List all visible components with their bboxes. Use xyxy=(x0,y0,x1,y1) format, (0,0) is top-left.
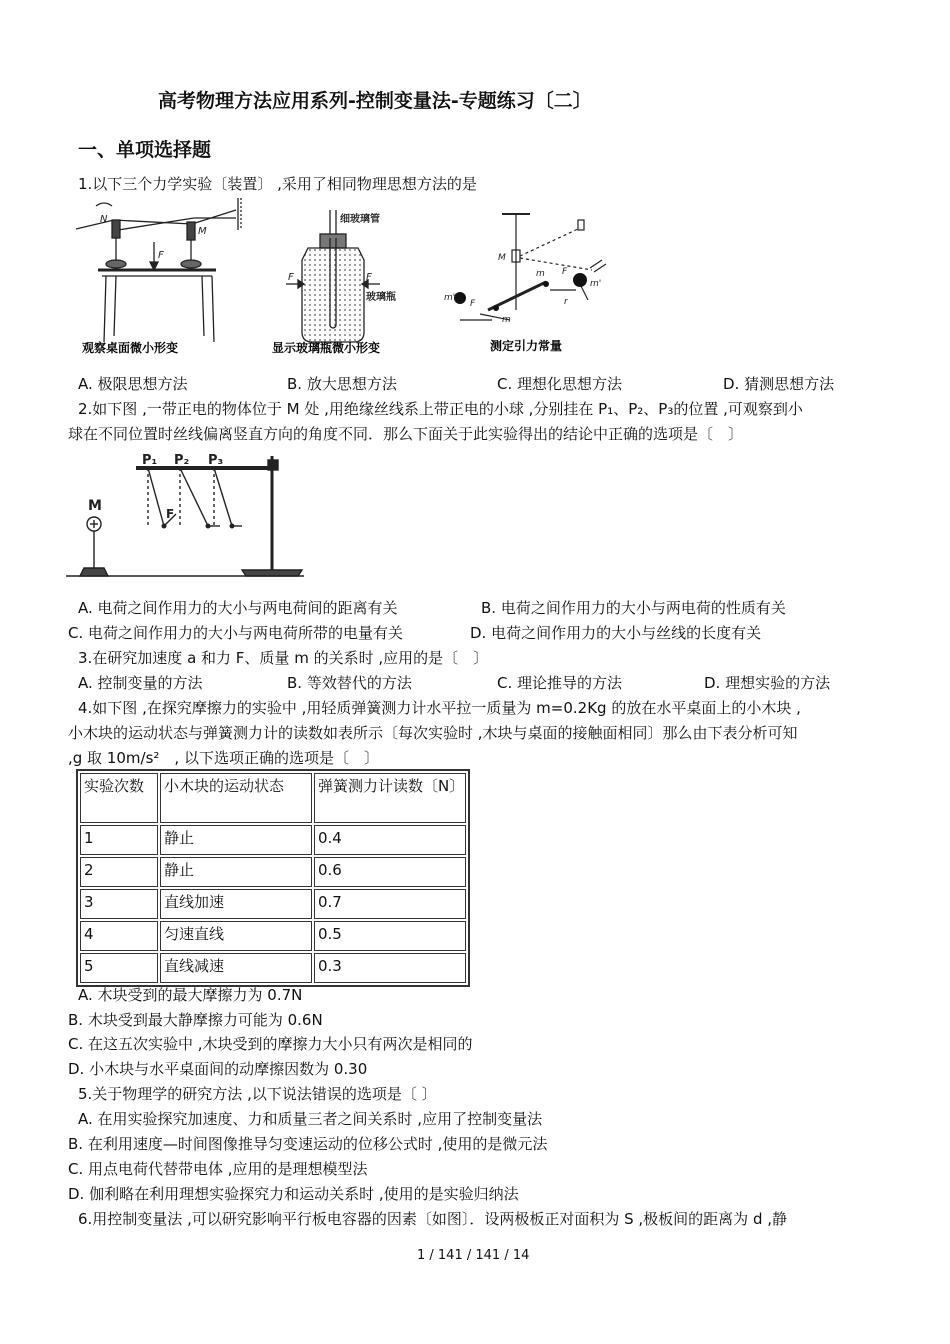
table-row xyxy=(80,825,466,855)
q4-option-d: D. 小木块与水平桌面间的动摩擦因数为 0.30 xyxy=(68,1060,368,1078)
table-cell: 3 xyxy=(80,889,158,919)
table-cell: 0.6 xyxy=(314,857,466,887)
svg-text:细玻璃管: 细玻璃管 xyxy=(340,214,380,225)
q2-option-a: A. 电荷之间作用力的大小与两电荷间的距离有关 xyxy=(78,599,398,617)
q4-option-a: A. 木块受到的最大摩擦力为 0.7N xyxy=(78,986,303,1004)
question-2-line-1: 2.如下图 ,一带正电的物体位于 M 处 ,用绝缘丝线系上带正电的小球 ,分别挂在 P₁、P₂、P₃的位置 ,可观察到小 xyxy=(78,400,803,418)
figure-cavendish xyxy=(440,210,610,358)
svg-text:M: M xyxy=(198,226,207,237)
figure-table-deformation xyxy=(74,196,246,358)
svg-text:r: r xyxy=(564,297,568,307)
svg-text:P₁: P₁ xyxy=(142,453,158,468)
svg-text:M: M xyxy=(88,498,102,514)
q1-option-b: B. 放大思想方法 xyxy=(287,375,397,393)
table-cell: 静止 xyxy=(160,825,312,855)
q4-option-c: C. 在这五次实验中 ,木块受到的摩擦力大小只有两次是相同的 xyxy=(68,1035,473,1053)
svg-text:F: F xyxy=(562,267,568,277)
question-2-line-2: 球在不同位置时丝线偏离竖直方向的角度不同．那么下面关于此实验得出的结论中正确的选项是〔 〕 xyxy=(68,425,744,443)
svg-text:m: m xyxy=(536,269,545,279)
table-cell: 0.5 xyxy=(314,921,466,951)
table-row xyxy=(80,857,466,887)
question-1-stem: 1.以下三个力学实验〔装置〕 ,采用了相同物理思想方法的是 xyxy=(78,175,477,193)
svg-text:M: M xyxy=(498,253,506,263)
table-cell: 直线加速 xyxy=(160,889,312,919)
table-row xyxy=(80,889,466,919)
figure-charged-spheres xyxy=(66,446,304,580)
table-cell: 4 xyxy=(80,921,158,951)
q5-option-a: A. 在用实验探究加速度、力和质量三者之间关系时 ,应用了控制变量法 xyxy=(78,1110,543,1128)
q2-option-d: D. 电荷之间作用力的大小与丝线的长度有关 xyxy=(470,624,762,642)
table-cell: 静止 xyxy=(160,857,312,887)
svg-text:P₂: P₂ xyxy=(174,453,190,468)
caption-1: 观察桌面微小形变 xyxy=(82,341,179,355)
q3-option-a: A. 控制变量的方法 xyxy=(78,674,203,692)
page-title: 高考物理方法应用系列-控制变量法-专题练习〔二〕 xyxy=(158,90,592,112)
table-row xyxy=(80,921,466,951)
q4-option-b: B. 木块受到最大静摩擦力可能为 0.6N xyxy=(68,1011,323,1029)
q3-option-c: C. 理论推导的方法 xyxy=(497,674,623,692)
table-header: 实验次数 xyxy=(80,773,158,823)
q5-option-d: D. 伽利略在利用理想实验探究力和运动关系时 ,使用的是实验归纳法 xyxy=(68,1185,519,1203)
caption-2: 显示玻璃瓶微小形变 xyxy=(272,341,381,355)
table-cell: 2 xyxy=(80,857,158,887)
q5-option-c: C. 用点电荷代替带电体 ,应用的是理想模型法 xyxy=(68,1160,368,1178)
q3-option-d: D. 理想实验的方法 xyxy=(704,674,831,692)
svg-text:F: F xyxy=(366,272,372,283)
svg-text:F: F xyxy=(288,272,294,283)
table-cell: 匀速直线 xyxy=(160,921,312,951)
section-heading: 一、单项选择题 xyxy=(78,139,212,161)
caption-3: 测定引力常量 xyxy=(490,339,563,353)
q5-option-b: B. 在利用速度—时间图像推导匀变速运动的位移公式时 ,使用的是微元法 xyxy=(68,1135,548,1153)
svg-text:F: F xyxy=(158,250,164,261)
svg-text:F: F xyxy=(470,299,476,309)
table-cell: 0.3 xyxy=(314,953,466,983)
question-6-stem: 6.用控制变量法 ,可以研究影响平行板电容器的因素〔如图〕．设两极板正对面积为 S ,极板间的距离为 d ,静 xyxy=(78,1210,788,1228)
table-header: 弹簧测力计读数〔N〕 xyxy=(314,773,466,823)
q1-option-a: A. 极限思想方法 xyxy=(78,375,188,393)
table-row xyxy=(80,953,466,983)
q1-option-d: D. 猜测思想方法 xyxy=(723,375,835,393)
table-cell: 0.4 xyxy=(314,825,466,855)
figure-bottle-deformation xyxy=(268,208,418,358)
page-number: 1 / 141 / 141 / 14 xyxy=(417,1248,530,1263)
question-4-line-1: 4.如下图 ,在探究摩擦力的实验中 ,用轻质弹簧测力计水平拉一质量为 m=0.2Kg 的放在水平桌面上的小木块 , xyxy=(78,699,801,717)
table-cell: 直线减速 xyxy=(160,953,312,983)
q1-option-c: C. 理想化思想方法 xyxy=(497,375,623,393)
svg-text:N: N xyxy=(100,214,108,225)
q2-option-c: C. 电荷之间作用力的大小与两电荷所带的电量有关 xyxy=(68,624,404,642)
q3-option-b: B. 等效替代的方法 xyxy=(287,674,412,692)
q2-option-b: B. 电荷之间作用力的大小与两电荷的性质有关 xyxy=(481,599,786,617)
table-cell: 0.7 xyxy=(314,889,466,919)
table-cell: 1 xyxy=(80,825,158,855)
svg-text:m: m xyxy=(502,315,511,325)
svg-text:m': m' xyxy=(590,279,602,289)
table-header-row xyxy=(80,773,466,823)
table-cell: 5 xyxy=(80,953,158,983)
question-5-stem: 5.关于物理学的研究方法 ,以下说法错误的选项是〔 〕 xyxy=(78,1085,437,1103)
svg-text:P₃: P₃ xyxy=(208,453,224,468)
svg-text:F: F xyxy=(166,507,175,521)
svg-text:m': m' xyxy=(444,293,456,303)
table-header: 小木块的运动状态 xyxy=(160,773,312,823)
question-4-line-2: 小木块的运动状态与弹簧测力计的读数如表所示〔每次实验时 ,木块与桌面的接触面相同〕那么由下表分析可知 xyxy=(68,724,798,742)
question-4-line-3: ,g 取 10m/s² , 以下选项正确的选项是〔 〕 xyxy=(68,749,379,767)
svg-text:玻璃瓶: 玻璃瓶 xyxy=(366,292,396,303)
question-3-stem: 3.在研究加速度 a 和力 F、质量 m 的关系时 ,应用的是〔 〕 xyxy=(78,649,489,667)
friction-data-table xyxy=(76,769,470,987)
